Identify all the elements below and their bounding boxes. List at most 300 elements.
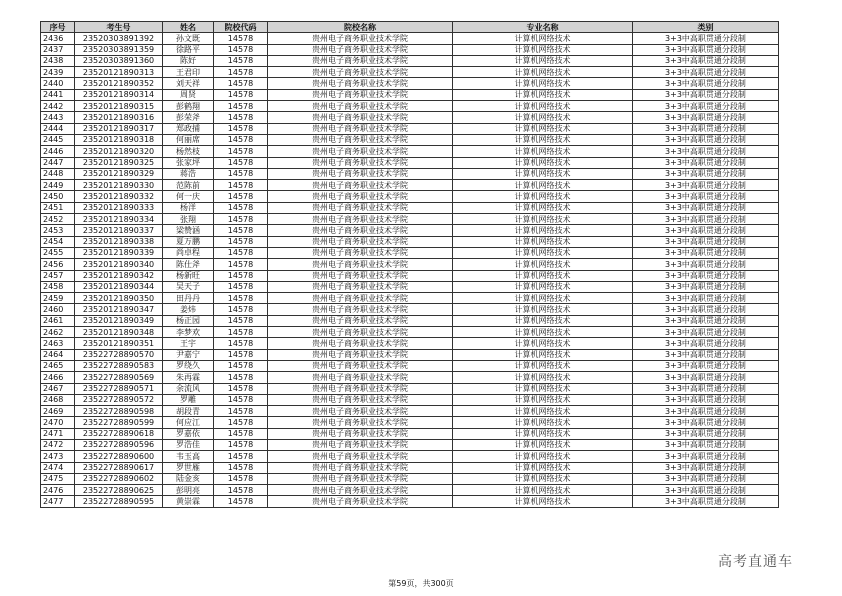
cell-seq: 2467 <box>41 383 75 394</box>
cell-major: 计算机网络技术 <box>453 112 633 123</box>
cell-category: 3+3中高职贯通分段制 <box>633 327 779 338</box>
table-row <box>41 315 779 326</box>
cell-major: 计算机网络技术 <box>453 146 633 157</box>
cell-school-code: 14578 <box>214 338 268 349</box>
cell-school-name: 贵州电子商务职业技术学院 <box>268 225 453 236</box>
cell-major: 计算机网络技术 <box>453 259 633 270</box>
cell-school-name: 贵州电子商务职业技术学院 <box>268 157 453 168</box>
cell-school-code: 14578 <box>214 293 268 304</box>
cell-name: 彭荣斧 <box>163 112 214 123</box>
cell-school-name: 贵州电子商务职业技术学院 <box>268 439 453 450</box>
cell-major: 计算机网络技术 <box>453 406 633 417</box>
cell-seq: 2462 <box>41 327 75 338</box>
cell-school-name: 贵州电子商务职业技术学院 <box>268 89 453 100</box>
cell-category: 3+3中高职贯通分段制 <box>633 372 779 383</box>
cell-school-name: 贵州电子商务职业技术学院 <box>268 327 453 338</box>
cell-seq: 2447 <box>41 157 75 168</box>
cell-exam-number: 23520121890318 <box>75 134 163 145</box>
cell-category: 3+3中高职贯通分段制 <box>633 349 779 360</box>
cell-category: 3+3中高职贯通分段制 <box>633 293 779 304</box>
cell-major: 计算机网络技术 <box>453 304 633 315</box>
cell-exam-number: 23522728890583 <box>75 360 163 371</box>
cell-name: 罗世雁 <box>163 462 214 473</box>
cell-category: 3+3中高职贯通分段制 <box>633 394 779 405</box>
cell-seq: 2453 <box>41 225 75 236</box>
cell-name: 陈好 <box>163 55 214 66</box>
cell-exam-number: 23520121890313 <box>75 67 163 78</box>
cell-school-code: 14578 <box>214 225 268 236</box>
cell-exam-number: 23522728890569 <box>75 372 163 383</box>
table-row <box>41 214 779 225</box>
cell-school-code: 14578 <box>214 462 268 473</box>
header-category: 类别 <box>633 22 779 33</box>
cell-school-name: 贵州电子商务职业技术学院 <box>268 67 453 78</box>
cell-school-name: 贵州电子商务职业技术学院 <box>268 338 453 349</box>
cell-category: 3+3中高职贯通分段制 <box>633 33 779 44</box>
table-row <box>41 383 779 394</box>
cell-category: 3+3中高职贯通分段制 <box>633 225 779 236</box>
table-row <box>41 428 779 439</box>
table-row <box>41 496 779 507</box>
cell-name: 张家坪 <box>163 157 214 168</box>
cell-school-code: 14578 <box>214 406 268 417</box>
cell-major: 计算机网络技术 <box>453 281 633 292</box>
cell-exam-number: 23520121890325 <box>75 157 163 168</box>
cell-category: 3+3中高职贯通分段制 <box>633 214 779 225</box>
cell-major: 计算机网络技术 <box>453 462 633 473</box>
cell-school-code: 14578 <box>214 349 268 360</box>
cell-seq: 2456 <box>41 259 75 270</box>
cell-exam-number: 23522728890599 <box>75 417 163 428</box>
cell-school-name: 贵州电子商务职业技术学院 <box>268 304 453 315</box>
cell-name: 周贤 <box>163 89 214 100</box>
table-row <box>41 327 779 338</box>
cell-major: 计算机网络技术 <box>453 315 633 326</box>
cell-exam-number: 23522728890618 <box>75 428 163 439</box>
cell-name: 陈仕斧 <box>163 259 214 270</box>
cell-school-name: 贵州电子商务职业技术学院 <box>268 372 453 383</box>
cell-exam-number: 23520121890338 <box>75 236 163 247</box>
cell-exam-number: 23522728890598 <box>75 406 163 417</box>
cell-category: 3+3中高职贯通分段制 <box>633 406 779 417</box>
cell-school-name: 贵州电子商务职业技术学院 <box>268 101 453 112</box>
cell-seq: 2472 <box>41 439 75 450</box>
cell-name: 黄崇霖 <box>163 496 214 507</box>
cell-school-name: 贵州电子商务职业技术学院 <box>268 44 453 55</box>
cell-category: 3+3中高职贯通分段制 <box>633 473 779 484</box>
cell-name: 罗浩佳 <box>163 439 214 450</box>
table-row <box>41 259 779 270</box>
cell-school-code: 14578 <box>214 112 268 123</box>
cell-major: 计算机网络技术 <box>453 89 633 100</box>
cell-school-name: 贵州电子商务职业技术学院 <box>268 293 453 304</box>
cell-major: 计算机网络技术 <box>453 496 633 507</box>
cell-major: 计算机网络技术 <box>453 394 633 405</box>
cell-school-name: 贵州电子商务职业技术学院 <box>268 349 453 360</box>
table-row <box>41 270 779 281</box>
cell-category: 3+3中高职贯通分段制 <box>633 89 779 100</box>
cell-school-name: 贵州电子商务职业技术学院 <box>268 281 453 292</box>
cell-category: 3+3中高职贯通分段制 <box>633 55 779 66</box>
cell-school-name: 贵州电子商务职业技术学院 <box>268 112 453 123</box>
cell-major: 计算机网络技术 <box>453 214 633 225</box>
table-row <box>41 360 779 371</box>
cell-exam-number: 23522728890595 <box>75 496 163 507</box>
header-seq: 序号 <box>41 22 75 33</box>
cell-major: 计算机网络技术 <box>453 157 633 168</box>
cell-school-name: 贵州电子商务职业技术学院 <box>268 462 453 473</box>
cell-school-code: 14578 <box>214 180 268 191</box>
cell-school-code: 14578 <box>214 417 268 428</box>
cell-exam-number: 23520121890339 <box>75 247 163 258</box>
cell-category: 3+3中高职贯通分段制 <box>633 44 779 55</box>
cell-school-name: 贵州电子商务职业技术学院 <box>268 168 453 179</box>
cell-seq: 2451 <box>41 202 75 213</box>
table-row <box>41 101 779 112</box>
cell-exam-number: 23520303891359 <box>75 44 163 55</box>
cell-category: 3+3中高职贯通分段制 <box>633 191 779 202</box>
cell-seq: 2464 <box>41 349 75 360</box>
admission-table <box>40 21 779 508</box>
cell-exam-number: 23520121890316 <box>75 112 163 123</box>
cell-school-code: 14578 <box>214 157 268 168</box>
table-row <box>41 394 779 405</box>
cell-seq: 2438 <box>41 55 75 66</box>
cell-name: 郑政捕 <box>163 123 214 134</box>
table-row <box>41 338 779 349</box>
cell-school-name: 贵州电子商务职业技术学院 <box>268 360 453 371</box>
table-row <box>41 146 779 157</box>
cell-name: 王君印 <box>163 67 214 78</box>
cell-major: 计算机网络技术 <box>453 428 633 439</box>
cell-major: 计算机网络技术 <box>453 123 633 134</box>
cell-category: 3+3中高职贯通分段制 <box>633 112 779 123</box>
cell-seq: 2461 <box>41 315 75 326</box>
cell-category: 3+3中高职贯通分段制 <box>633 496 779 507</box>
cell-name: 何应江 <box>163 417 214 428</box>
cell-seq: 2466 <box>41 372 75 383</box>
cell-major: 计算机网络技术 <box>453 168 633 179</box>
cell-exam-number: 23520121890330 <box>75 180 163 191</box>
header-name: 姓名 <box>163 22 214 33</box>
table-row <box>41 473 779 484</box>
table-row <box>41 157 779 168</box>
cell-school-name: 贵州电子商务职业技术学院 <box>268 202 453 213</box>
table-row <box>41 44 779 55</box>
cell-seq: 2446 <box>41 146 75 157</box>
table-row <box>41 202 779 213</box>
cell-seq: 2437 <box>41 44 75 55</box>
cell-name: 尚卓程 <box>163 247 214 258</box>
cell-name: 尹嘉宁 <box>163 349 214 360</box>
cell-seq: 2476 <box>41 485 75 496</box>
table-row <box>41 134 779 145</box>
cell-major: 计算机网络技术 <box>453 417 633 428</box>
cell-school-code: 14578 <box>214 202 268 213</box>
cell-major: 计算机网络技术 <box>453 451 633 462</box>
cell-school-name: 贵州电子商务职业技术学院 <box>268 146 453 157</box>
cell-seq: 2475 <box>41 473 75 484</box>
cell-school-name: 贵州电子商务职业技术学院 <box>268 214 453 225</box>
cell-name: 杨然枝 <box>163 146 214 157</box>
cell-name: 范陈前 <box>163 180 214 191</box>
cell-seq: 2444 <box>41 123 75 134</box>
cell-school-code: 14578 <box>214 428 268 439</box>
cell-school-name: 贵州电子商务职业技术学院 <box>268 417 453 428</box>
table-row <box>41 304 779 315</box>
cell-seq: 2441 <box>41 89 75 100</box>
cell-seq: 2454 <box>41 236 75 247</box>
cell-seq: 2452 <box>41 214 75 225</box>
cell-major: 计算机网络技术 <box>453 202 633 213</box>
cell-seq: 2474 <box>41 462 75 473</box>
cell-name: 孙文既 <box>163 33 214 44</box>
cell-school-code: 14578 <box>214 89 268 100</box>
cell-school-code: 14578 <box>214 360 268 371</box>
cell-major: 计算机网络技术 <box>453 236 633 247</box>
cell-seq: 2470 <box>41 417 75 428</box>
cell-category: 3+3中高职贯通分段制 <box>633 360 779 371</box>
cell-name: 何一庆 <box>163 191 214 202</box>
cell-school-code: 14578 <box>214 78 268 89</box>
cell-exam-number: 23522728890600 <box>75 451 163 462</box>
cell-category: 3+3中高职贯通分段制 <box>633 134 779 145</box>
cell-school-code: 14578 <box>214 146 268 157</box>
cell-major: 计算机网络技术 <box>453 78 633 89</box>
cell-name: 何丽席 <box>163 134 214 145</box>
cell-major: 计算机网络技术 <box>453 349 633 360</box>
cell-seq: 2440 <box>41 78 75 89</box>
cell-school-code: 14578 <box>214 191 268 202</box>
cell-exam-number: 23520121890317 <box>75 123 163 134</box>
cell-name: 杨正园 <box>163 315 214 326</box>
cell-seq: 2449 <box>41 180 75 191</box>
cell-major: 计算机网络技术 <box>453 55 633 66</box>
cell-school-code: 14578 <box>214 304 268 315</box>
cell-school-name: 贵州电子商务职业技术学院 <box>268 123 453 134</box>
cell-name: 张翔 <box>163 214 214 225</box>
cell-category: 3+3中高职贯通分段制 <box>633 451 779 462</box>
cell-category: 3+3中高职贯通分段制 <box>633 338 779 349</box>
cell-category: 3+3中高职贯通分段制 <box>633 485 779 496</box>
cell-major: 计算机网络技术 <box>453 383 633 394</box>
cell-seq: 2442 <box>41 101 75 112</box>
cell-name: 夏万鹏 <box>163 236 214 247</box>
cell-category: 3+3中高职贯通分段制 <box>633 168 779 179</box>
cell-school-name: 贵州电子商务职业技术学院 <box>268 191 453 202</box>
cell-school-code: 14578 <box>214 451 268 462</box>
cell-exam-number: 23520121890349 <box>75 315 163 326</box>
cell-seq: 2460 <box>41 304 75 315</box>
cell-name: 田丹丹 <box>163 293 214 304</box>
cell-category: 3+3中高职贯通分段制 <box>633 428 779 439</box>
cell-school-name: 贵州电子商务职业技术学院 <box>268 451 453 462</box>
cell-category: 3+3中高职贯通分段制 <box>633 236 779 247</box>
table-row <box>41 293 779 304</box>
cell-major: 计算机网络技术 <box>453 225 633 236</box>
cell-school-code: 14578 <box>214 236 268 247</box>
cell-exam-number: 23520303891360 <box>75 55 163 66</box>
cell-category: 3+3中高职贯通分段制 <box>633 417 779 428</box>
cell-school-code: 14578 <box>214 485 268 496</box>
cell-exam-number: 23522728890571 <box>75 383 163 394</box>
cell-exam-number: 23520121890314 <box>75 89 163 100</box>
cell-major: 计算机网络技术 <box>453 473 633 484</box>
cell-major: 计算机网络技术 <box>453 372 633 383</box>
cell-name: 姜炜 <box>163 304 214 315</box>
cell-exam-number: 23520121890350 <box>75 293 163 304</box>
cell-major: 计算机网络技术 <box>453 180 633 191</box>
cell-school-code: 14578 <box>214 33 268 44</box>
cell-exam-number: 23522728890625 <box>75 485 163 496</box>
cell-school-name: 贵州电子商务职业技术学院 <box>268 496 453 507</box>
cell-school-name: 贵州电子商务职业技术学院 <box>268 406 453 417</box>
cell-seq: 2457 <box>41 270 75 281</box>
cell-school-name: 贵州电子商务职业技术学院 <box>268 55 453 66</box>
cell-seq: 2458 <box>41 281 75 292</box>
cell-category: 3+3中高职贯通分段制 <box>633 270 779 281</box>
cell-category: 3+3中高职贯通分段制 <box>633 78 779 89</box>
cell-major: 计算机网络技术 <box>453 191 633 202</box>
cell-exam-number: 23520121890352 <box>75 78 163 89</box>
cell-exam-number: 23520121890332 <box>75 191 163 202</box>
table-row <box>41 406 779 417</box>
cell-seq: 2477 <box>41 496 75 507</box>
cell-name: 罗嘉依 <box>163 428 214 439</box>
cell-category: 3+3中高职贯通分段制 <box>633 462 779 473</box>
cell-exam-number: 23520121890329 <box>75 168 163 179</box>
cell-school-name: 贵州电子商务职业技术学院 <box>268 270 453 281</box>
cell-seq: 2465 <box>41 360 75 371</box>
cell-major: 计算机网络技术 <box>453 270 633 281</box>
cell-exam-number: 23520121890315 <box>75 101 163 112</box>
cell-seq: 2471 <box>41 428 75 439</box>
table-row <box>41 349 779 360</box>
cell-school-name: 贵州电子商务职业技术学院 <box>268 383 453 394</box>
cell-name: 梁赞涵 <box>163 225 214 236</box>
cell-name: 吴天子 <box>163 281 214 292</box>
cell-school-name: 贵州电子商务职业技术学院 <box>268 259 453 270</box>
cell-seq: 2459 <box>41 293 75 304</box>
table-row <box>41 112 779 123</box>
cell-category: 3+3中高职贯通分段制 <box>633 247 779 258</box>
cell-school-code: 14578 <box>214 123 268 134</box>
cell-school-code: 14578 <box>214 259 268 270</box>
cell-category: 3+3中高职贯通分段制 <box>633 259 779 270</box>
cell-category: 3+3中高职贯通分段制 <box>633 123 779 134</box>
cell-category: 3+3中高职贯通分段制 <box>633 202 779 213</box>
cell-school-name: 贵州电子商务职业技术学院 <box>268 394 453 405</box>
cell-school-code: 14578 <box>214 473 268 484</box>
cell-category: 3+3中高职贯通分段制 <box>633 157 779 168</box>
cell-school-name: 贵州电子商务职业技术学院 <box>268 315 453 326</box>
cell-major: 计算机网络技术 <box>453 134 633 145</box>
header-school-name: 院校名称 <box>268 22 453 33</box>
cell-school-name: 贵州电子商务职业技术学院 <box>268 134 453 145</box>
cell-school-code: 14578 <box>214 134 268 145</box>
cell-name: 王宇 <box>163 338 214 349</box>
table-row <box>41 55 779 66</box>
cell-exam-number: 23522728890602 <box>75 473 163 484</box>
table-row <box>41 78 779 89</box>
cell-major: 计算机网络技术 <box>453 101 633 112</box>
cell-exam-number: 23520121890333 <box>75 202 163 213</box>
cell-major: 计算机网络技术 <box>453 327 633 338</box>
cell-name: 徐路平 <box>163 44 214 55</box>
cell-name: 蒋浩 <box>163 168 214 179</box>
cell-name: 彭明亮 <box>163 485 214 496</box>
cell-exam-number: 23520121890344 <box>75 281 163 292</box>
cell-category: 3+3中高职贯通分段制 <box>633 180 779 191</box>
cell-seq: 2448 <box>41 168 75 179</box>
table-row <box>41 191 779 202</box>
cell-category: 3+3中高职贯通分段制 <box>633 101 779 112</box>
cell-category: 3+3中高职贯通分段制 <box>633 304 779 315</box>
cell-name: 李梦欢 <box>163 327 214 338</box>
cell-school-name: 贵州电子商务职业技术学院 <box>268 180 453 191</box>
table-row <box>41 439 779 450</box>
cell-name: 杨洋 <box>163 202 214 213</box>
table-row <box>41 372 779 383</box>
cell-seq: 2439 <box>41 67 75 78</box>
header-school-code: 院校代码 <box>214 22 268 33</box>
header-exam-number: 考生号 <box>75 22 163 33</box>
table-row <box>41 168 779 179</box>
table-row <box>41 236 779 247</box>
cell-exam-number: 23520303891392 <box>75 33 163 44</box>
cell-school-code: 14578 <box>214 394 268 405</box>
table-row <box>41 180 779 191</box>
cell-name: 余流风 <box>163 383 214 394</box>
cell-category: 3+3中高职贯通分段制 <box>633 146 779 157</box>
cell-exam-number: 23522728890570 <box>75 349 163 360</box>
cell-category: 3+3中高职贯通分段制 <box>633 281 779 292</box>
cell-major: 计算机网络技术 <box>453 439 633 450</box>
cell-seq: 2469 <box>41 406 75 417</box>
cell-school-code: 14578 <box>214 55 268 66</box>
cell-name: 彭鹤翔 <box>163 101 214 112</box>
table-row <box>41 247 779 258</box>
cell-category: 3+3中高职贯通分段制 <box>633 67 779 78</box>
cell-name: 刘天祥 <box>163 78 214 89</box>
table-row <box>41 225 779 236</box>
cell-seq: 2450 <box>41 191 75 202</box>
cell-school-code: 14578 <box>214 44 268 55</box>
cell-school-code: 14578 <box>214 168 268 179</box>
cell-exam-number: 23522728890596 <box>75 439 163 450</box>
cell-exam-number: 23522728890617 <box>75 462 163 473</box>
cell-school-code: 14578 <box>214 270 268 281</box>
cell-major: 计算机网络技术 <box>453 33 633 44</box>
cell-name: 陆金亥 <box>163 473 214 484</box>
table-row <box>41 123 779 134</box>
table-header-row <box>41 22 779 33</box>
table-row <box>41 281 779 292</box>
cell-name: 朱再霖 <box>163 372 214 383</box>
cell-school-name: 贵州电子商务职业技术学院 <box>268 485 453 496</box>
table-row <box>41 485 779 496</box>
cell-seq: 2455 <box>41 247 75 258</box>
cell-exam-number: 23522728890572 <box>75 394 163 405</box>
cell-exam-number: 23520121890337 <box>75 225 163 236</box>
cell-major: 计算机网络技术 <box>453 293 633 304</box>
page-number: 第59页，共300页 <box>388 579 454 588</box>
table-body <box>41 33 779 507</box>
cell-school-code: 14578 <box>214 281 268 292</box>
cell-major: 计算机网络技术 <box>453 247 633 258</box>
cell-major: 计算机网络技术 <box>453 44 633 55</box>
table-row <box>41 33 779 44</box>
